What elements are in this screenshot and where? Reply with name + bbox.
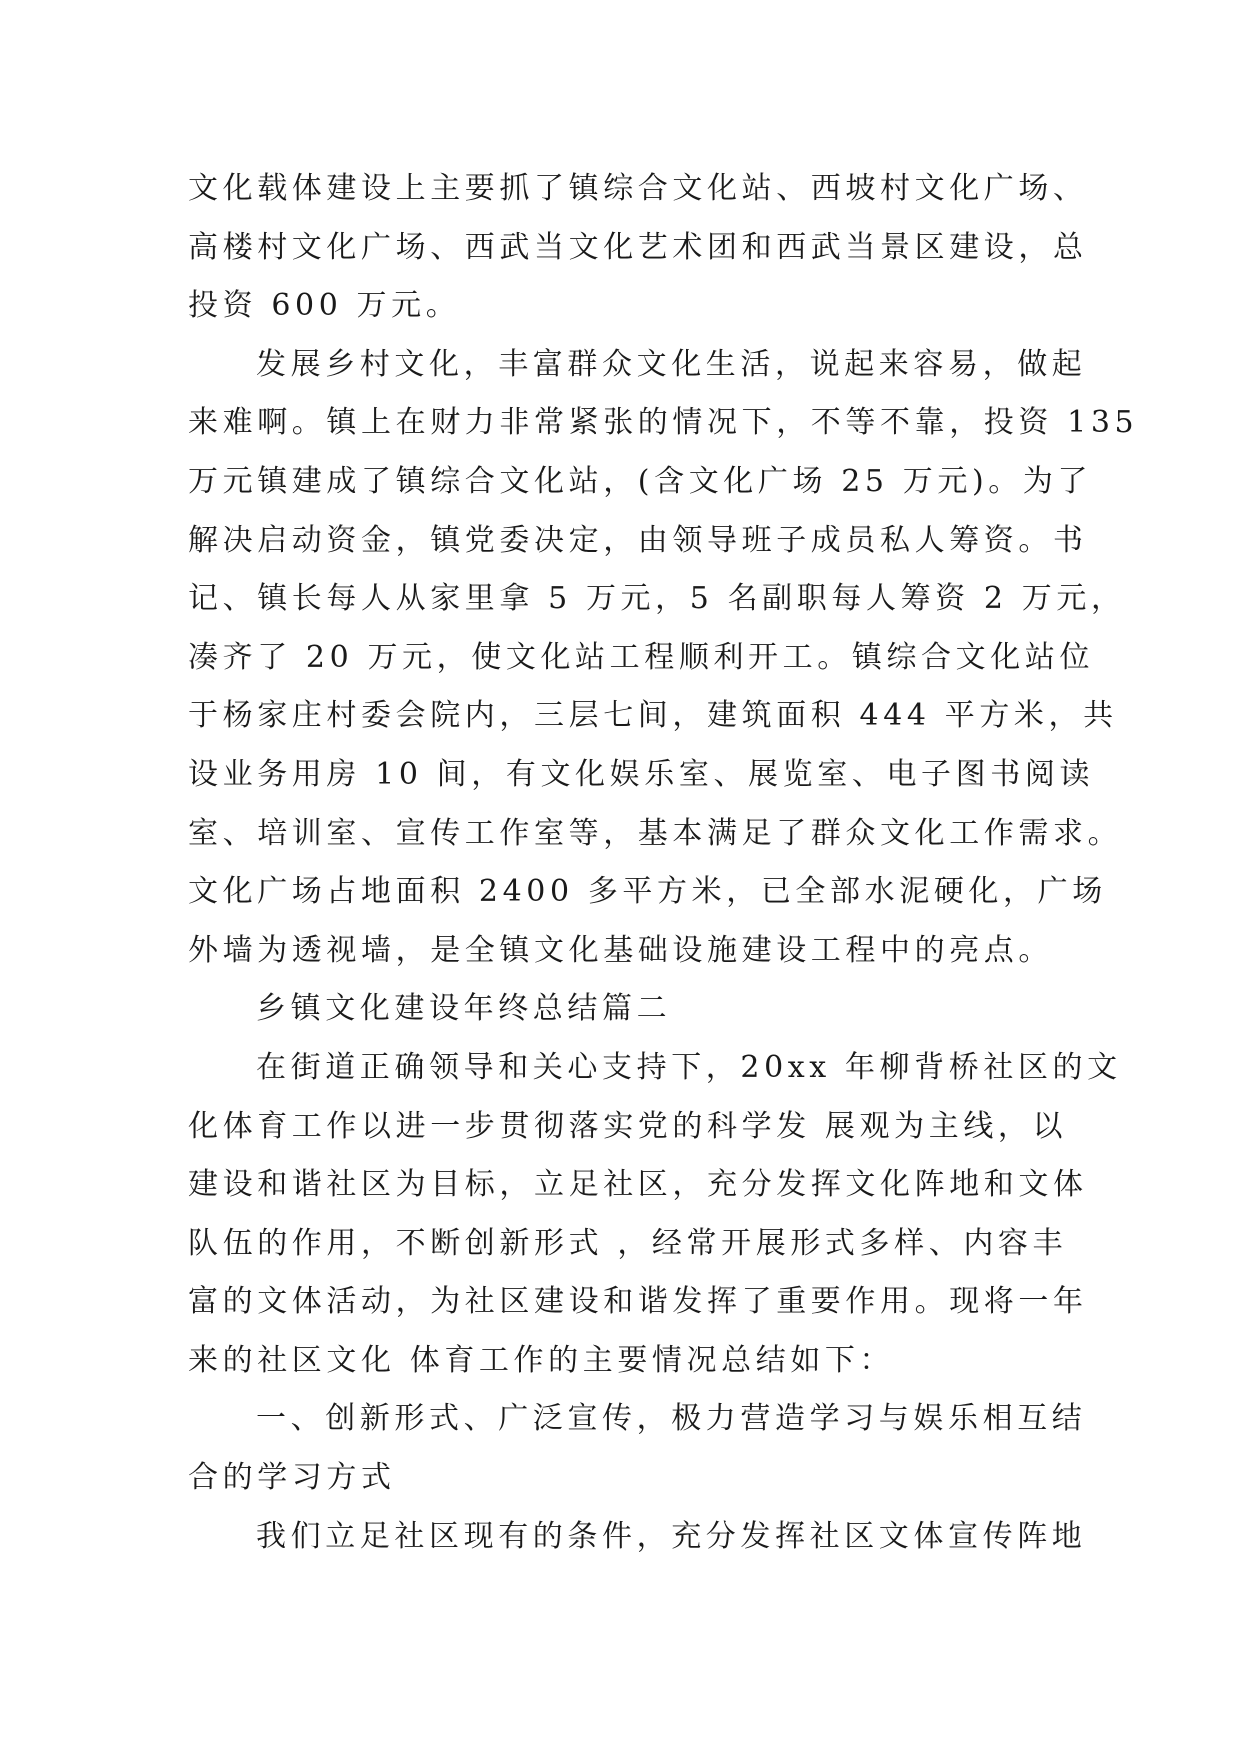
text-line: 室、培训室、宣传工作室等，基本满足了群众文化工作需求。 — [188, 815, 1123, 851]
text-line: 凑齐了 20 万元，使文化站工程顺利开工。镇综合文化站位 — [188, 639, 1095, 675]
text-line: 于杨家庄村委会院内，三层七间，建筑面积 444 平方米，共 — [188, 698, 1118, 734]
paragraph-first-line: 我们立足社区现有的条件，充分发挥社区文体宣传阵地 — [256, 1518, 1087, 1554]
section-heading: 乡镇文化建设年终总结篇二 — [256, 991, 672, 1027]
text-line: 化体育工作以进一步贯彻落实党的科学发 展观为主线，以 — [188, 1108, 1068, 1144]
paragraph-first-line: 在街道正确领导和关心支持下，20xx 年柳背桥社区的文 — [256, 1049, 1122, 1085]
document-body — [188, 160, 1139, 1566]
text-line: 高楼村文化广场、西武当文化艺术团和西武当景区建设，总 — [188, 229, 1088, 265]
text-line: 外墙为透视墙，是全镇文化基础设施建设工程中的亮点。 — [188, 932, 1053, 968]
paragraph-first-line: 发展乡村文化，丰富群众文化生活，说起来容易，做起 — [256, 346, 1087, 382]
text-line: 来难啊。镇上在财力非常紧张的情况下，不等不靠，投资 135 — [188, 405, 1139, 441]
text-line: 队伍的作用，不断创新形式 ，经常开展形式多样、内容丰 — [188, 1225, 1068, 1261]
text-line: 投资 600 万元。 — [188, 288, 461, 324]
subheading-first-line: 一、创新形式、广泛宣传，极力营造学习与娱乐相互结 — [256, 1401, 1087, 1437]
subheading-line: 合的学习方式 — [188, 1460, 396, 1496]
text-line: 文化载体建设上主要抓了镇综合文化站、西坡村文化广场、 — [188, 171, 1088, 206]
text-line: 文化广场占地面积 2400 多平方米，已全部水泥硬化，广场 — [188, 874, 1107, 910]
text-line: 建设和谐社区为目标，立足社区，充分发挥文化阵地和文体 — [188, 1167, 1088, 1203]
text-line: 记、镇长每人从家里拿 5 万元，5 名副职每人筹资 2 万元， — [188, 581, 1126, 617]
text-line: 设业务用房 10 间，有文化娱乐室、展览室、电子图书阅读 — [188, 756, 1095, 792]
text-line: 万元镇建成了镇综合文化站，(含文化广场 25 万元)。为了 — [188, 463, 1093, 499]
text-line: 来的社区文化 体育工作的主要情况总结如下： — [188, 1342, 895, 1378]
text-line: 解决启动资金，镇党委决定，由领导班子成员私人筹资。书 — [188, 522, 1088, 558]
text-line: 富的文体活动，为社区建设和谐发挥了重要作用。现将一年 — [188, 1284, 1088, 1320]
